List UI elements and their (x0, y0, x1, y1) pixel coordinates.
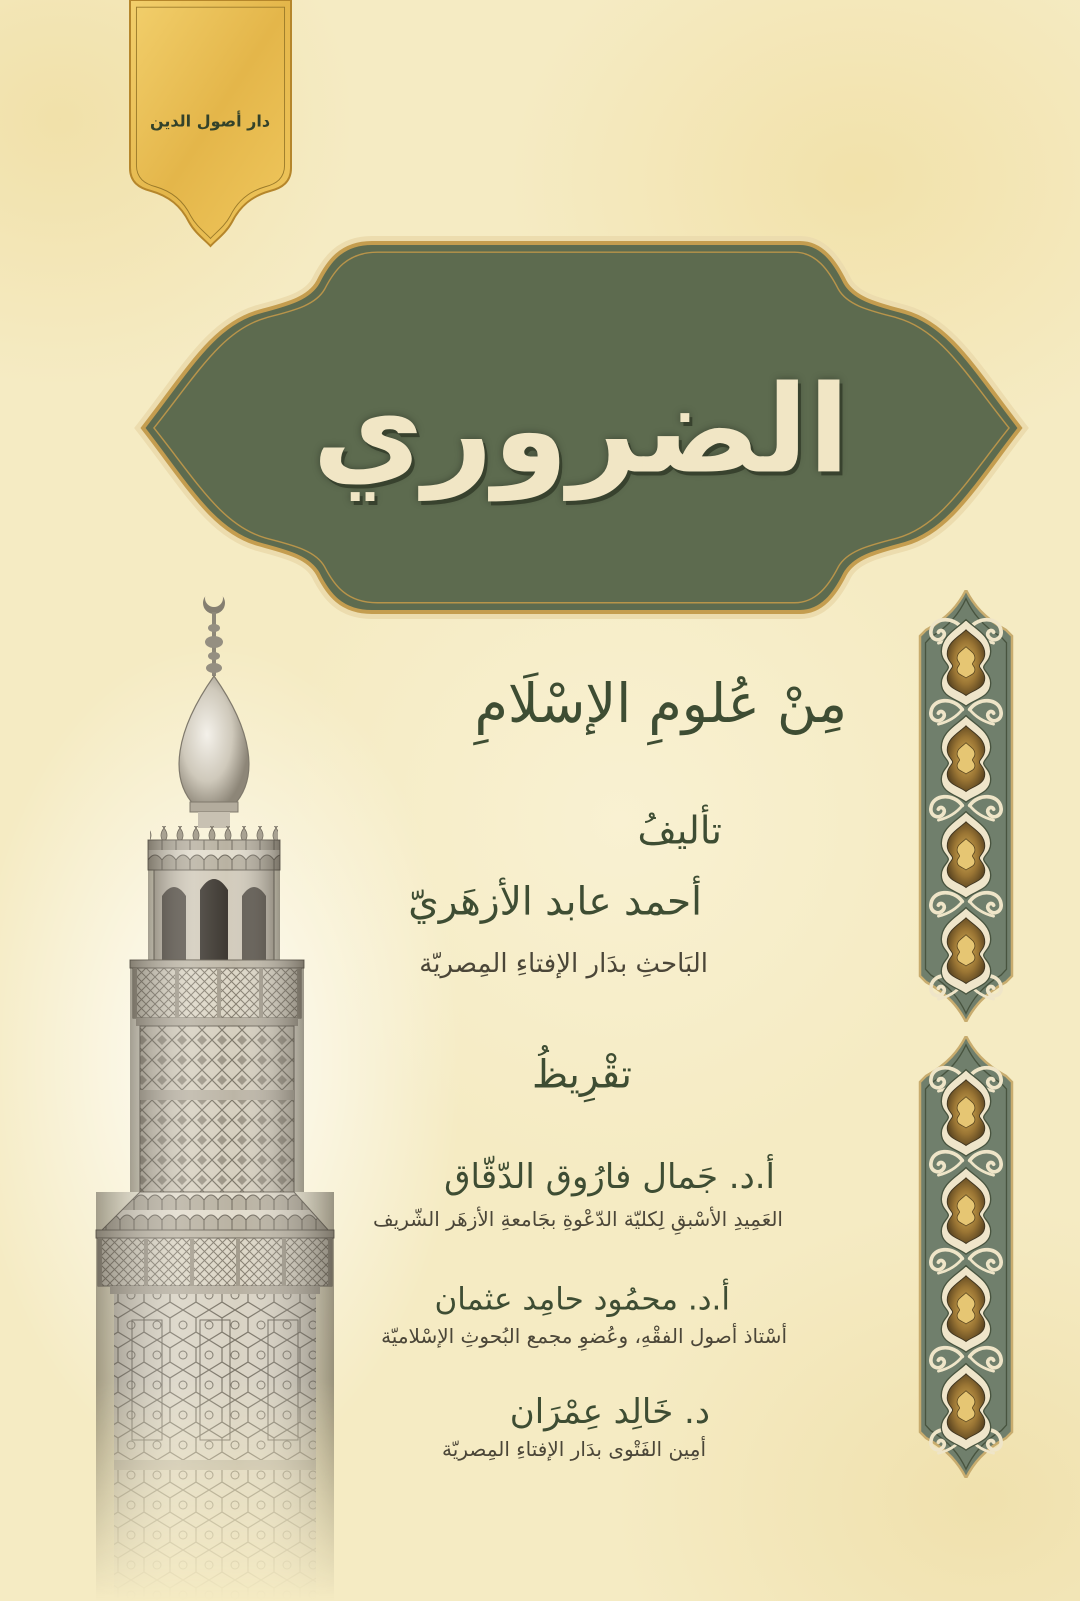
endorser-name: د. خَالِد عِمْرَان (509, 1392, 710, 1433)
endorser-role: أمِين الفَتْوى بدَار الإفتاءِ المِصريّة (442, 1437, 706, 1461)
endorsement-label: تقْرِيظُ (532, 1052, 632, 1098)
author-role: البَاحثِ بدَار الإفتاءِ المِصريّة (419, 948, 708, 979)
author-name: أحمد عابد الأزهَريّ (408, 879, 702, 925)
endorser-name: أ.د. محمُود حامِد عثمان (434, 1281, 730, 1318)
book-title: الضروري (312, 359, 850, 501)
minaret-illustration (92, 590, 337, 1601)
authorship-label: تأليفُ (637, 808, 722, 853)
ornamental-border-upper (916, 590, 1016, 1022)
publisher-logo-text: دار أصول الدين (149, 111, 271, 131)
endorser-role: العَمِيدِ الأسْبقِ لِكليّة الدّعْوةِ بجَامعةِ الأزهَر الشّريف (372, 1207, 783, 1231)
ornamental-border-lower (916, 1036, 1016, 1478)
book-subtitle: مِنْ عُلومِ الإسْلَامِ (474, 672, 847, 736)
endorser-name: أ.د. جَمال فارُوق الدّقّاق (444, 1157, 775, 1198)
endorser-role: أسْتاذ أصول الفقْهِ، وعُضوِ مجمع البُحوثِ الإسْلاميّة (381, 1324, 787, 1348)
